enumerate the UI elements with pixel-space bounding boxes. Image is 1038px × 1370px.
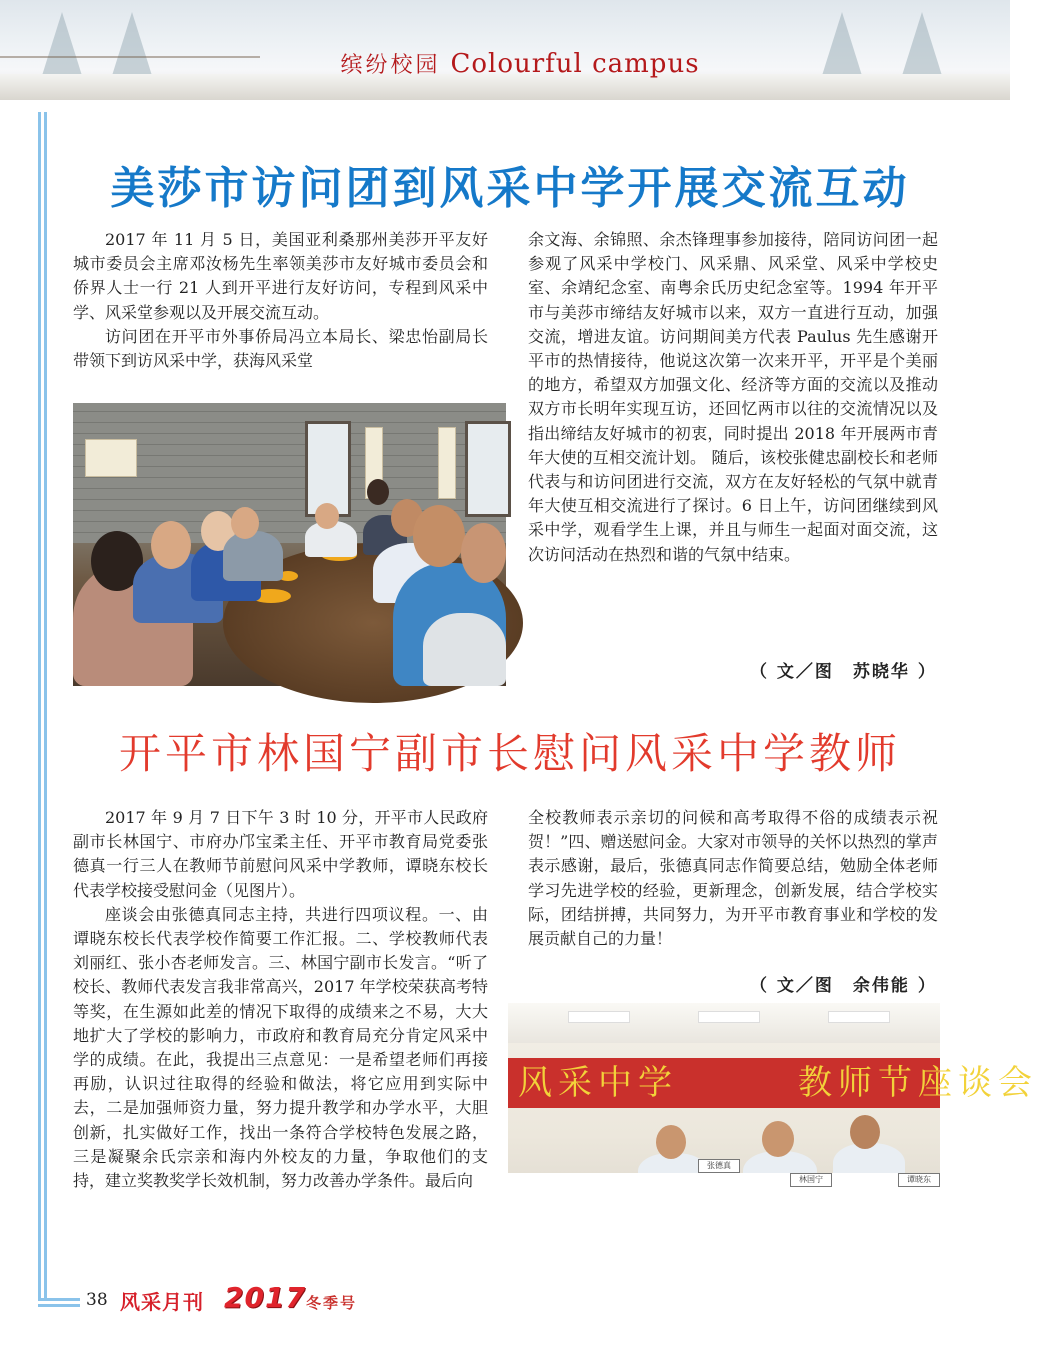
- article2-photo: [508, 1003, 1038, 1245]
- article1-right-column: [528, 228, 938, 567]
- article1-left-column: [73, 228, 488, 373]
- nameplate: 谭晓东: [898, 1173, 940, 1187]
- nameplate: 张德真: [698, 1159, 740, 1173]
- article2-left-column: [73, 806, 488, 1193]
- section-title-en: Colourful campus: [450, 49, 700, 79]
- article2-paragraph: 全校教师表示亲切的问候和高考取得不俗的成绩表示祝贺！”四、赠送慰问金。大家对市领导的关怀以热烈的掌声表示感谢，最后，张德真同志作简要总结，勉励全体老师学习先进学校的经验，更新理念，创新发展，结合学校实际，团结拼搏，共同努力，为开平市教育事业和学校的发展贡献自己的力量！: [528, 808, 938, 949]
- bottom-border-line: [38, 1304, 80, 1307]
- page-number: 38: [86, 1290, 108, 1310]
- nameplate: 林国宁: [790, 1173, 832, 1187]
- left-border-line: [38, 112, 41, 1300]
- fence-decoration: [0, 56, 260, 76]
- magazine-season: 冬季号: [306, 1294, 358, 1312]
- article2-right-column: [528, 806, 938, 951]
- section-title: [330, 48, 710, 79]
- tree-decoration: [820, 12, 864, 82]
- article1-paragraph: 余文海、余锦照、余杰锋理事参加接待，陪同访问团一起参观了风采中学校门、风采鼎、风采堂、风采中学校史室、余靖纪念室、南粤余氏历史纪念室等。1994 年开平市与美莎市缔结友好城市以来，双方一直进行互动，加强交流，增进友谊。访问期间美方代表 Paulus 先生感谢开平市的热情接待，他说这次第一次来开平，开平是个美丽的地方，希望双方加强文化、经济等方面的交流以及推动双方市长明年实现互访，还回忆两市以往的交流情况以及指出缔结友好城市的初衷，同时提出 2018 年开展两市青年大使的互相交流计划。 随后，该校张健忠副校长和老师代表与和访问团进行交流，双方在友好轻松的气氛中就青年大使互相交流进行了探讨。6 日上午，访问团继续到风采中学，观看学生上课，并且与师生一起面对面交流，这次访问活动在热烈和谐的气氛中结束。: [528, 230, 938, 564]
- bottom-border-line: [38, 1298, 80, 1301]
- article2-credit: （ 文／图 余伟能 ）: [750, 976, 937, 996]
- magazine-year: 2017: [224, 1281, 306, 1314]
- magazine-name: 风采月刊: [120, 1290, 204, 1314]
- article2-headline: 开平市林国宁副市长慰问风采中学教师: [118, 729, 901, 778]
- tree-decoration: [900, 12, 944, 82]
- article1-photo: [73, 403, 506, 686]
- left-border-line: [44, 112, 47, 1300]
- article2-paragraph: 2017 年 9 月 7 日下午 3 时 10 分，开平市人民政府副市长林国宁、市府办邝宝柔主任、开平市教育局党委张德真一行三人在教师节前慰问风采中学教师，谭晓东校长代表学校接受慰问金（见图片）。: [73, 808, 488, 900]
- meeting-banner: 风采中学 教师节座谈会: [508, 1058, 940, 1108]
- article1-paragraph: 2017 年 11 月 5 日，美国亚利桑那州美莎开平友好城市委员会主席邓汝杨先生率领美莎市友好城市委员会和侨界人士一行 21 人到开平进行友好访问，专程到风采中学、风采堂参观以及开展交流互动。: [73, 230, 488, 322]
- section-title-cn: 缤纷校园: [340, 53, 441, 78]
- article1-paragraph: 访问团在开平市外事侨局冯立本局长、梁忠怡副局长带领下到访风采中学，获海风采堂: [73, 326, 488, 371]
- article1-credit: （ 文／图 苏晓华 ）: [750, 662, 937, 682]
- article2-paragraph: 座谈会由张德真同志主持，共进行四项议程。一、由谭晓东校长代表学校作简要工作汇报。二、学校教师代表刘丽红、张小杏老师发言。三、林国宁副市长发言。“听了校长、教师代表发言我非常高兴，2017 年学校荣获高考特等奖，在生源如此差的情况下取得的成绩来之不易，大大地扩大了学校的影响力，市政府和教育局充分肯定风采中学的成绩。在此，我提出三点意见：一是希望老师们再接再励，认识过往取得的经验和做法，将它应用到实际中去，二是加强师资力量，努力提升教学和办学水平，大胆创新，扎实做好工作，找出一条符合学校特色发展之路，三是凝聚余氏宗亲和海内外校友的力量，争取他们的支持，建立奖教奖学长效机制，努力改善办学条件。最后向: [73, 904, 488, 1191]
- article1-headline: 美莎市访问团到风采中学开展交流互动: [110, 163, 910, 214]
